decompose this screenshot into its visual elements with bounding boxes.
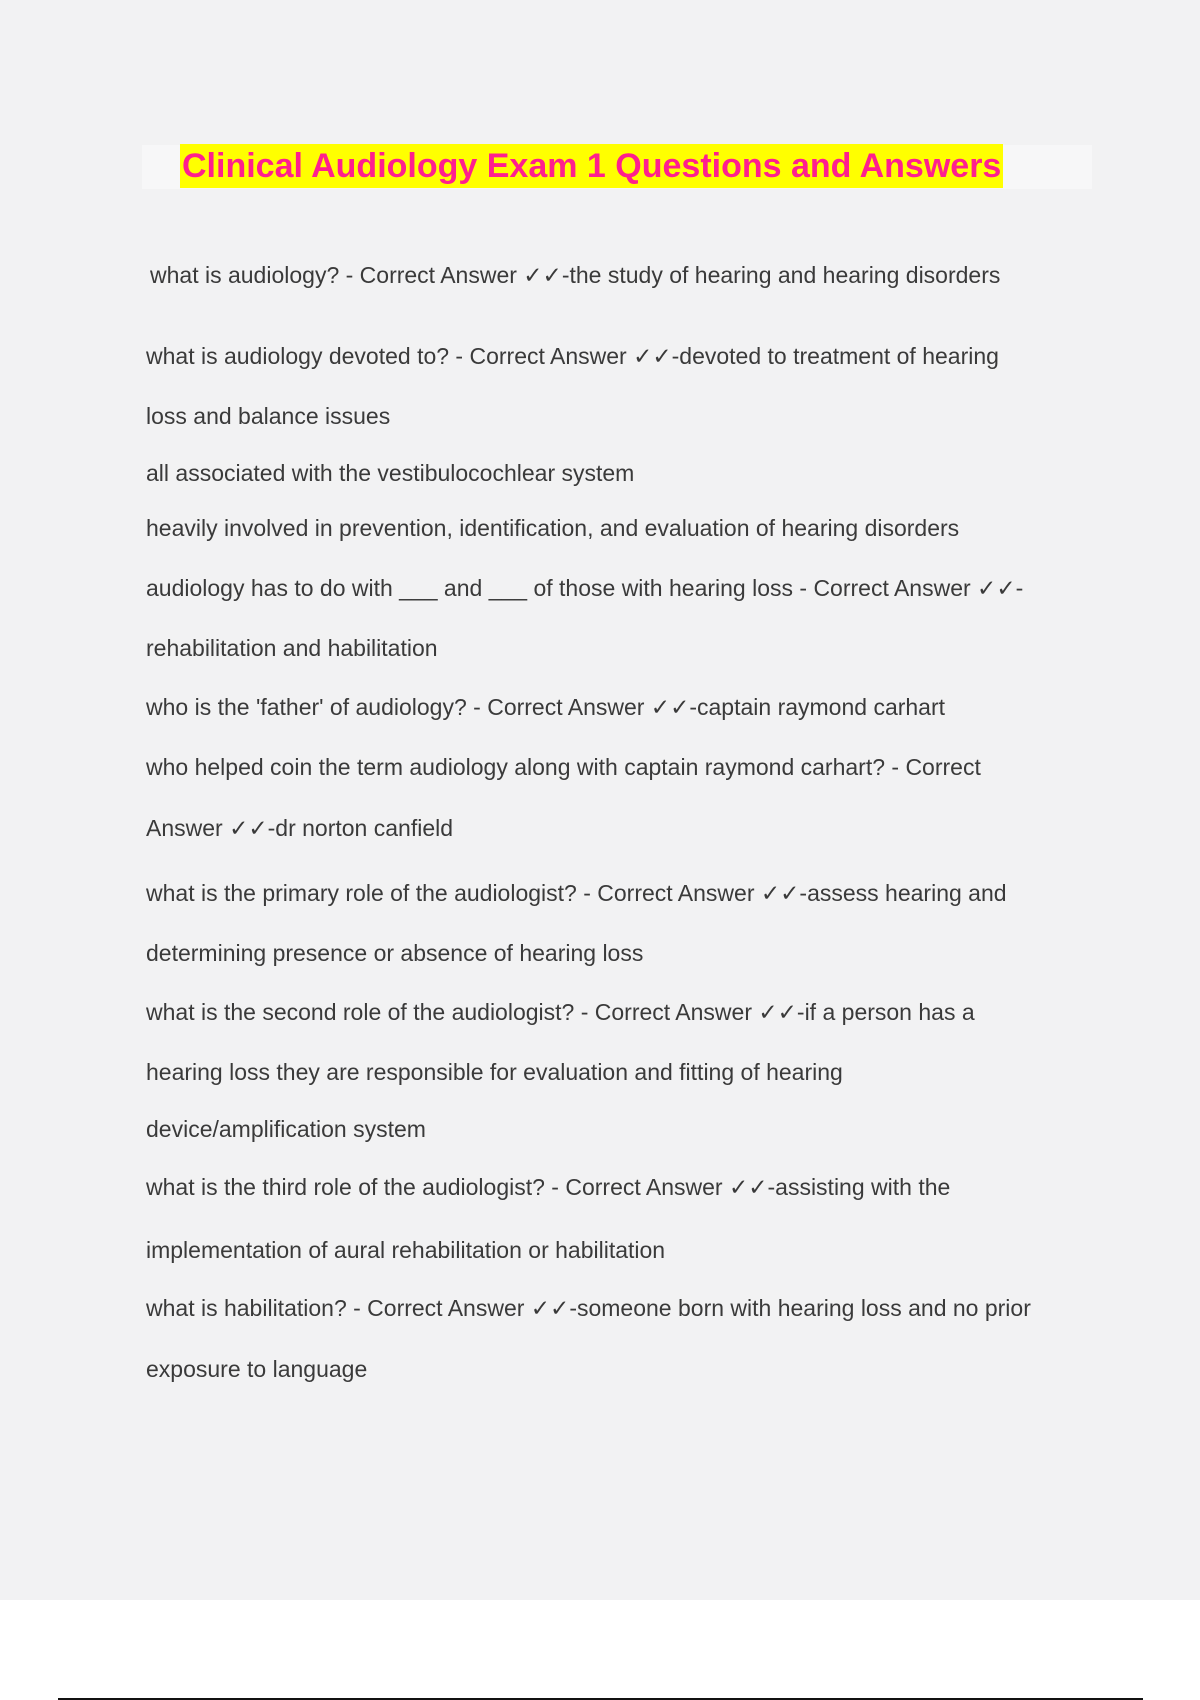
text-line: what is the primary role of the audiologist? - Correct Answer ✓✓-assess hearing and [146, 880, 1007, 906]
text-line: what is audiology devoted to? - Correct Answer ✓✓-devoted to treatment of hearing [146, 343, 999, 369]
text-line: loss and balance issues [146, 403, 391, 429]
text-line: what is habilitation? - Correct Answer ✓✓-someone born with hearing loss and no prior [146, 1295, 1031, 1321]
text-line: Answer ✓✓-dr norton canfield [146, 815, 454, 841]
document-title: Clinical Audiology Exam 1 Questions and Answers [180, 144, 1003, 188]
text-line: hearing loss they are responsible for evaluation and fitting of hearing [146, 1059, 843, 1085]
text-line: heavily involved in prevention, identification, and evaluation of hearing disorders [146, 515, 960, 541]
text-line: determining presence or absence of hearing loss [146, 940, 644, 966]
text-line: all associated with the vestibulocochlear system [146, 460, 635, 486]
text-line: what is the third role of the audiologist? - Correct Answer ✓✓-assisting with the [146, 1174, 951, 1200]
text-line: who helped coin the term audiology along with captain raymond carhart? - Correct [146, 754, 981, 780]
text-line: audiology has to do with ___ and ___ of those with hearing loss - Correct Answer ✓✓- [146, 575, 1024, 601]
text-line: exposure to language [146, 1356, 368, 1382]
text-line: what is the second role of the audiologist? - Correct Answer ✓✓-if a person has a [146, 999, 975, 1025]
text-line: what is audiology? - Correct Answer ✓✓-the study of hearing and hearing disorders [150, 262, 1001, 288]
text-line: rehabilitation and habilitation [146, 635, 438, 661]
text-line: device/amplification system [146, 1116, 426, 1142]
text-line: implementation of aural rehabilitation or habilitation [146, 1237, 666, 1263]
text-line: who is the 'father' of audiology? - Correct Answer ✓✓-captain raymond carhart [146, 694, 946, 720]
